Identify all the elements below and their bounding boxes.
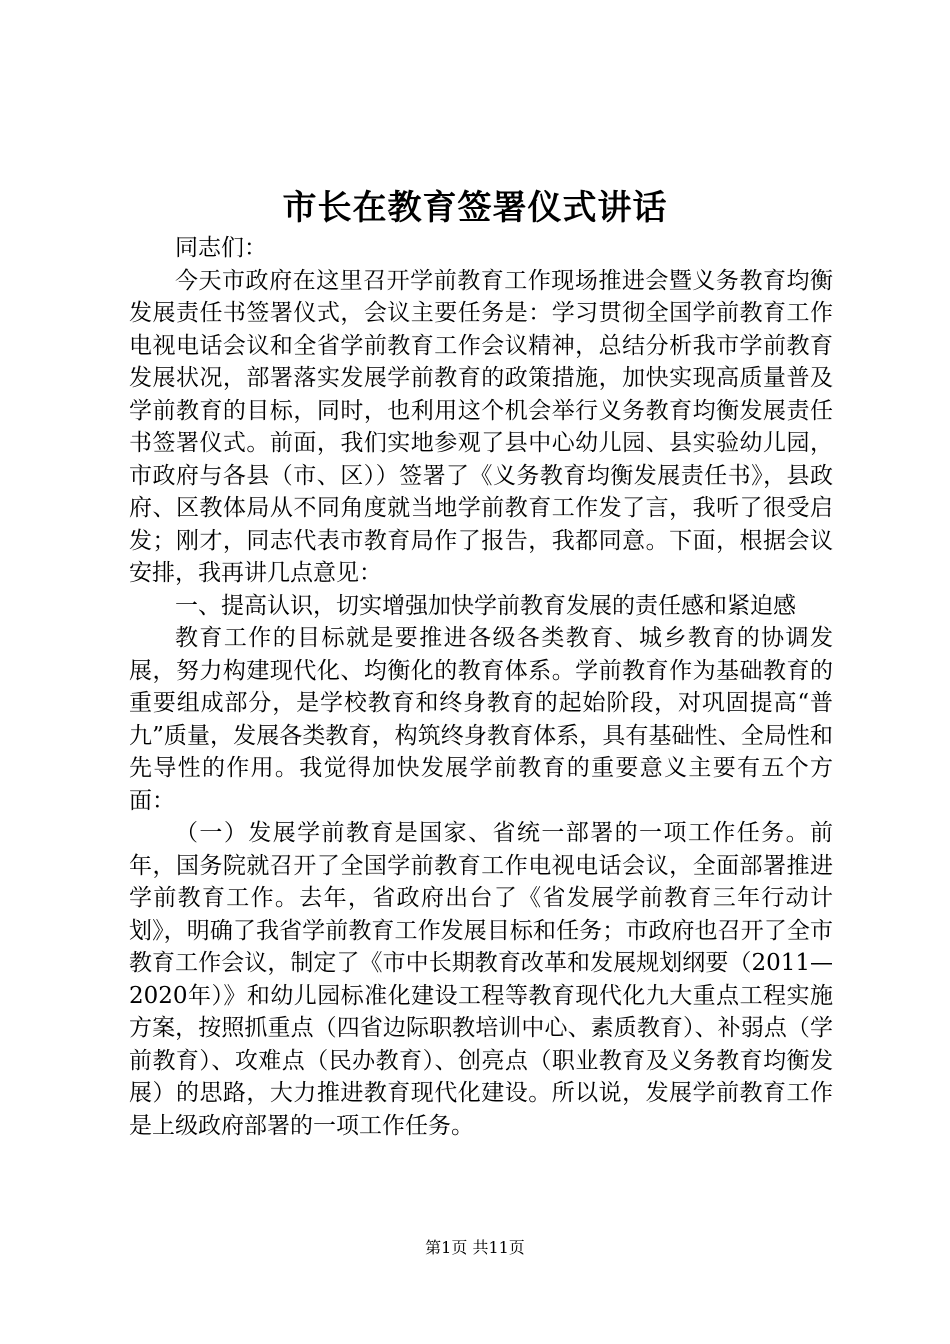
document-body <box>129 232 833 1142</box>
paragraph-point-1: （一）发展学前教育是国家、省统一部署的一项工作任务。前年，国务院就召开了全国学前教育工作电视电话会议，全面部署推进学前教育工作。去年，省政府出台了《省发展学前教育三年行动计划》，明确了我省学前教育工作发展目标和任务；市政府也召开了全市教育工作会议，制定了《市中长期教育改革和发展规划纲要（2011—2020年）》和幼儿园标准化建设工程等教育现代化九大重点工程实施方案，按照抓重点（四省边际职教培训中心、素质教育）、补弱点（学前教育）、攻难点（民办教育）、创亮点（职业教育及义务教育均衡发展）的思路，大力推进教育现代化建设。所以说，发展学前教育工作是上级政府部署的一项工作任务。 <box>129 820 833 1139</box>
paragraph-education-goals: 教育工作的目标就是要推进各级各类教育、城乡教育的协调发展，努力构建现代化、均衡化的教育体系。学前教育作为基础教育的重要组成部分，是学校教育和终身教育的起始阶段，对巩固提高“普九”质量，发展各类教育，构筑终身教育体系，具有基础性、全局性和先导性的作用。我觉得加快发展学前教育的重要意义主要有五个方面： <box>129 625 833 814</box>
document-title: 市长在教育签署仪式讲话 <box>282 188 668 228</box>
page-footer: 第1页 共11页 <box>425 1238 525 1257</box>
paragraph-opening: 今天市政府在这里召开学前教育工作现场推进会暨义务教育均衡发展责任书签署仪式，会议主要任务是：学习贯彻全国学前教育工作电视电话会议和全省学前教育工作会议精神，总结分析我市学前教育发展状况，部署落实发展学前教育的政策措施，加快实现高质量普及学前教育的目标，同时，也利用这个机会举行义务教育均衡发展责任书签署仪式。前面，我们实地参观了县中心幼儿园、县实验幼儿园，市政府与各县（市、区））签署了《义务教育均衡发展责任书》，县政府、区教体局从不同角度就当地学前教育工作发了言，我听了很受启发；刚才，同志代表市教育局作了报告，我都同意。下面，根据会议安排，我再讲几点意见： <box>129 267 833 586</box>
section-heading-1: 一、提高认识，切实增强加快学前教育发展的责任感和紧迫感 <box>175 592 796 619</box>
paragraph-salutation: 同志们： <box>175 235 267 261</box>
